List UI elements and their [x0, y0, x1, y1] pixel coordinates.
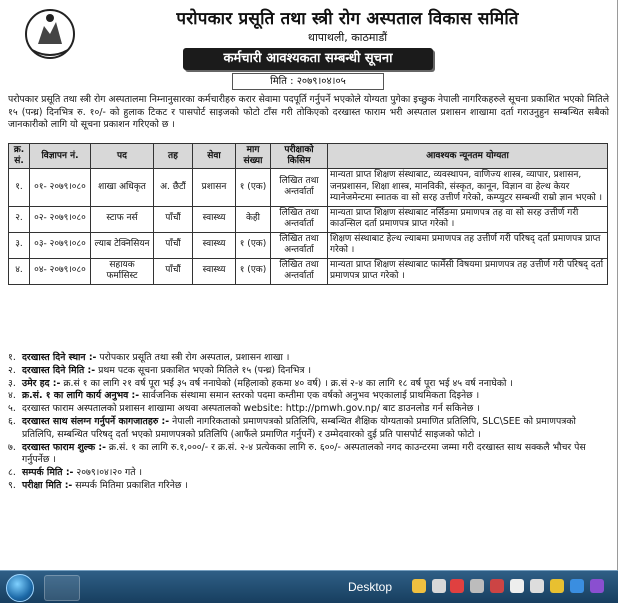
usb-icon[interactable] — [432, 579, 446, 593]
network-icon[interactable] — [510, 579, 524, 593]
col-count: माग संख्या — [236, 144, 271, 169]
cell-post: सहायक फर्मासिस्ट — [91, 258, 154, 284]
paint-app-icon[interactable] — [44, 575, 80, 601]
cell-service: स्वास्थ्य — [193, 206, 236, 232]
cell-count: १ (एक) — [236, 169, 271, 207]
list-item — [8, 352, 609, 365]
note-text: क्र.सं. १ का लागि रु.१,०००/- र क्र.सं. २-४ प्रत्येकका लागि रु. ६००/- अस्पतालको नगद काउन्टरमा जम्मा गरी दरखास्त साथ सक्कलै भौचर पेस गर्नुपर्नेछ । — [22, 441, 586, 466]
cell-exam: लिखित तथा अन्तर्वार्ता — [271, 169, 328, 207]
cell-service: स्वास्थ्य — [193, 232, 236, 258]
col-requirement: आवश्यक न्यूनतम योग्यता — [328, 144, 608, 169]
updates-icon[interactable] — [570, 579, 584, 593]
col-service: सेवा — [193, 144, 236, 169]
note-label: दरखास्त दिने स्थान :- — [22, 352, 97, 363]
note-text: २०७९।०४।२० गते । — [73, 467, 143, 479]
note-label: दरखास्त साथ संलग्न गर्नुपर्ने कागजातहरु :- — [22, 415, 170, 427]
security-icon[interactable] — [490, 579, 504, 593]
note-label: उमेर हद :- — [22, 377, 61, 389]
col-exam: परीक्षाको किसिम — [271, 144, 328, 169]
intro-paragraph: परोपकार प्रसूति तथा स्त्री रोग अस्पतालमा निम्नानुसारका कर्मचारीहरु करार सेवामा पदपूर्ति गर्नुपर्ने भएकोले योग्यता पुगेका इच्छुक नेपाली नागरिकहरुले सूचना प्रकाशित भएको मितिले १५ (पन्ध्र) दिनभित्र रु. १०/- को हुलाक टिकट र पासपोर्ट साइजको फोटो टाँस गरी तोकिएको दरखास्त फाराम भरी अस्पताल प्रशासन शाखामा दर्ता गराउनुहुन सम्बन्धित सबैको जानकारीको लागि यो सूचना प्रकाशन गरिएको छ । — [8, 94, 609, 130]
note-number: ८. — [8, 467, 16, 479]
note-text: क्र.सं १ का लागि २१ वर्ष पूरा भई ३५ वर्ष ननाघेको (महिलाको हकमा ४० वर्ष) । क्र.सं २-४ का लागि १८ वर्ष पूरा भई ४५ वर्ष ननाघेको । — [60, 377, 513, 389]
cell-requirement: मान्यता प्राप्त शिक्षण संस्थाबाट फार्मेसी विषयमा प्रमाणपत्र तह उत्तीर्ण गरी परिषद् दर्ता प्रमाणपत्र प्राप्त गरेको । — [328, 258, 608, 284]
cell-requirement: मान्यता प्राप्त शिक्षण संस्थाबाट नर्सिङमा प्रमाणपत्र तह वा सो सरह उत्तीर्ण गरी काउन्सिल दर्ता प्रमाणपत्र प्राप्त गरेको । — [328, 206, 608, 232]
cell-ad-no: ०४- २०७९।०८० — [30, 258, 91, 284]
list-item — [8, 365, 609, 378]
cell-count: १ (एक) — [236, 232, 271, 258]
cell-exam: लिखित तथा अन्तर्वार्ता — [271, 232, 328, 258]
note-number: ६. — [8, 415, 16, 427]
start-button[interactable] — [6, 574, 34, 602]
note-label: दरखास्त फाराम शुल्क :- — [22, 441, 106, 453]
vacancy-table — [8, 143, 608, 285]
volume-icon[interactable] — [530, 579, 544, 593]
list-item — [8, 442, 609, 468]
cell-ad-no: ०३- २०७९।०८० — [30, 232, 91, 258]
cell-ad-no: ०२- २०७९।०८० — [30, 206, 91, 232]
col-ad-no: विज्ञापन नं. — [30, 144, 91, 169]
cell-sn: १. — [9, 169, 30, 207]
cell-sn: ३. — [9, 232, 30, 258]
cell-service: प्रशासन — [193, 169, 236, 207]
note-number: ५. — [8, 403, 16, 415]
col-level: तह — [154, 144, 193, 169]
note-text: सम्पर्क मितिमा प्रकाशित गरिनेछ । — [72, 479, 188, 491]
desktop-toolbar-label[interactable]: Desktop — [348, 580, 393, 594]
notice-banner: कर्मचारी आवश्यकता सम्बन्धी सूचना — [183, 48, 433, 70]
chevron-up-icon[interactable] — [412, 579, 426, 593]
cell-count: १ (एक) — [236, 258, 271, 284]
cell-count: केही — [236, 206, 271, 232]
cell-post: स्टाफ नर्स — [91, 206, 154, 232]
page-title: परोपकार प्रसूति तथा स्त्री रोग अस्पताल विकास समिति — [176, 9, 519, 29]
list-item — [8, 403, 609, 416]
note-label: क्र.सं. १ का लागि कार्य अनुभव :- — [22, 390, 140, 402]
col-post: पद — [91, 144, 154, 169]
viber-icon[interactable] — [590, 579, 604, 593]
cell-post: ल्याब टेक्निसियन — [91, 232, 154, 258]
note-number: ७. — [8, 441, 16, 453]
list-item — [8, 480, 609, 493]
cell-exam: लिखित तथा अन्तर्वार्ता — [271, 206, 328, 232]
note-text: दरखास्त फाराम अस्पतालको प्रशासन शाखामा अथवा अस्पतालको website: http://pmwh.gov.np/ बाट डाउनलोड गर्न सकिनेछ । — [22, 403, 480, 415]
cell-requirement: मान्यता प्राप्त शिक्षण संस्थाबाट, व्यवस्थापन, वाणिज्य शास्त्र, व्यापार, प्रशासन, जनप्रशासन, शिक्षा शास्त्र, मानविकी, संस्कृत, कानून, विज्ञान वा हेल्थ केयर म्यानेजमेन्टमा स्नातक वा सो सरह उत्तीर्ण गरेको, कम्प्युटर सम्बन्धी राम्रो ज्ञान भएको । — [328, 169, 608, 207]
note-number: ४. — [8, 390, 16, 402]
cell-ad-no: ०१- २०७९।०८० — [30, 169, 91, 207]
cell-sn: ४. — [9, 258, 30, 284]
note-text: परोपकार प्रसूति तथा स्त्री रोग अस्पताल, प्रशासन शाखा । — [96, 352, 290, 363]
cell-sn: २. — [9, 206, 30, 232]
note-number: ३. — [8, 377, 16, 389]
cell-service: स्वास्थ्य — [193, 258, 236, 284]
list-item — [8, 467, 609, 480]
cell-level: पाँचौं — [154, 206, 193, 232]
cell-level: अ. छैटौं — [154, 169, 193, 207]
note-label: परीक्षा मिति :- — [22, 479, 73, 491]
cell-exam: लिखित तथा अन्तर्वार्ता — [271, 258, 328, 284]
sticky-icon[interactable] — [550, 579, 564, 593]
table-row — [9, 206, 608, 232]
cell-level: पाँचौं — [154, 258, 193, 284]
antivirus-icon[interactable] — [450, 579, 464, 593]
table-row — [9, 258, 608, 284]
address: थापाथली, काठमाडौं — [307, 31, 388, 44]
note-text: प्रथम पटक सूचना प्रकाशित भएको मितिले १५ (पन्ध्र) दिनभित्र । — [95, 364, 312, 376]
flag-icon[interactable] — [470, 579, 484, 593]
table-row — [9, 169, 608, 207]
list-item — [8, 378, 609, 391]
list-item — [8, 416, 609, 442]
list-item — [8, 390, 609, 403]
note-number: २. — [8, 364, 16, 376]
note-label: दरखास्त दिने मिति :- — [22, 364, 96, 376]
nepal-emblem-icon — [24, 6, 76, 62]
table-row — [9, 232, 608, 258]
note-number: १. — [8, 352, 16, 363]
cell-requirement: शिक्षण संस्थाबाट हेल्थ ल्याबमा प्रमाणपत्र तह उत्तीर्ण गरी परिषद् दर्ता प्रमाणपत्र प्राप्त गरेको । — [328, 232, 608, 258]
note-text: नेपाली नागरिकताको प्रमाणपत्रको प्रतिलिपि, सम्बन्धित शैक्षिक योग्यताको प्रमाणित प्रतिलिपि, SLC\SEE को प्रमाणपत्रको प्रतिलिपि, सम्बन्धित परिषद् दर्ता भएको प्रमाणपत्रको प्रतिलिपि (आफैंले प्रमाणित गर्नुपर्ने) र उम्मेदवारको दुई प्रति पासपोर्ट साइजको फोटो । — [22, 415, 576, 440]
cell-post: शाखा अधिकृत — [91, 169, 154, 207]
note-label: सम्पर्क मिति :- — [22, 467, 74, 479]
note-text: सार्वजनिक संस्थामा समान स्तरको पदमा कम्तीमा एक वर्षको अनुभव भएकालाई प्राथमिकता दिइनेछ । — [139, 390, 480, 402]
cell-level: पाँचौं — [154, 232, 193, 258]
note-number: ९. — [8, 479, 16, 491]
notes-list — [8, 352, 609, 493]
notice-date: मिति : २०७९।०४।०५ — [232, 73, 384, 90]
col-sn: क्र. सं. — [9, 144, 30, 169]
table-header-row — [9, 144, 608, 169]
taskbar — [0, 570, 618, 603]
